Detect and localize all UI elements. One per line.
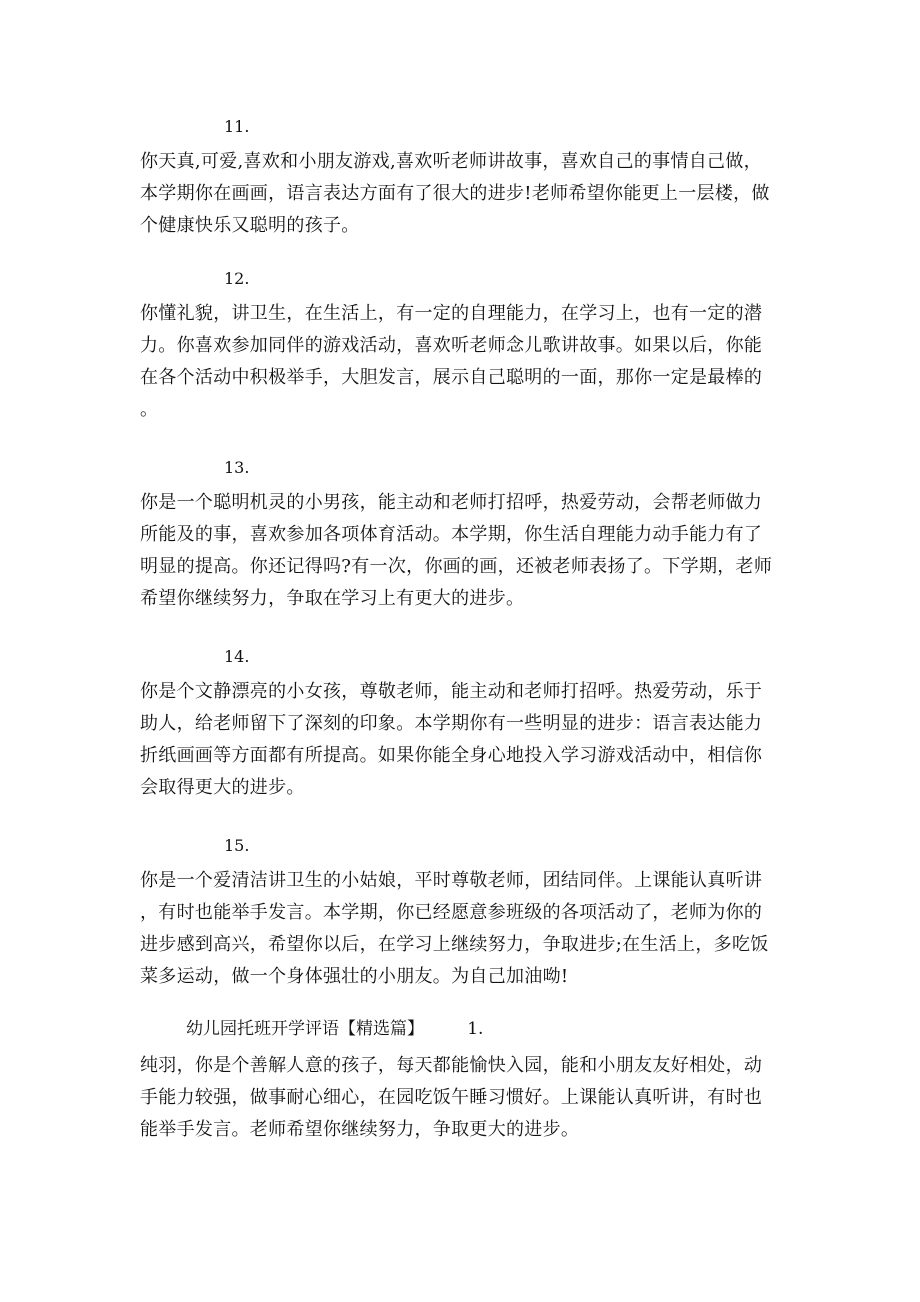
entry-text: 纯羽，你是个善解人意的孩子，每天都能愉快入园，能和小朋友友好相处，动 手能力较强，做事耐心细心，在园吃饭午睡习惯好。上课能认真听讲，有时也 能举手发言。老师希望你继续努力，争取更大的进步。: [140, 1055, 763, 1140]
entry-text: 你是一个聪明机灵的小男孩，能主动和老师打招呼，热爱劳动，会帮老师做力 所能及的事，喜欢参加各项体育活动。本学期，你生活自理能力动手能力有了 明显的提高。你还记得吗?有一次，你画的画，还被老师表扬了。下学期，老师 希望你继续努力，争取在学习上有更大的进步。: [140, 492, 773, 609]
section-heading: [140, 1018, 790, 1040]
entry-number: 14.: [224, 647, 250, 666]
entry-number: 15.: [224, 836, 250, 855]
comment-entry-15: [140, 835, 790, 993]
entry-text: 你懂礼貌，讲卫生，在生活上，有一定的自理能力，在学习上，也有一定的潜 力。你喜欢参加同伴的游戏活动，喜欢听老师念儿歌讲故事。如果以后，你能 在各个活动中积极举手，大胆发言，展示自己聪明的一面，那你一定是最棒的 。: [140, 303, 763, 420]
comment-entry-14: [140, 646, 790, 804]
entry-text: 你天真,可爱,喜欢和小朋友游戏,喜欢听老师讲故事，喜欢自己的事情自己做， 本学期你在画画，语言表达方面有了很大的进步!老师希望你能更上一层楼，做 个健康快乐又聪明的孩子。: [140, 151, 770, 236]
entry-text: 你是个文静漂亮的小女孩，尊敬老师，能主动和老师打招呼。热爱劳动，乐于 助人，给老师留下了深刻的印象。本学期你有一些明显的进步：语言表达能力 折纸画画等方面都有所提高。如果你能全身心地投入学习游戏活动中，相信你 会取得更大的进步。: [140, 681, 763, 798]
entry-text: 你是一个爱清洁讲卫生的小姑娘，平时尊敬老师，团结同伴。上课能认真听讲 ，有时也能举手发言。本学期，你已经愿意参班级的各项活动了，老师为你的 进步感到高兴，希望你以后，在学习上继续努力，争取进步;在生活上，多吃饭 菜多运动，做一个身体强壮的小朋友。为自己加油呦!: [140, 870, 769, 987]
entry-number: 13.: [224, 458, 250, 477]
entry-number: 11.: [224, 117, 250, 136]
section-title: 幼儿园托班开学评语【精选篇】: [186, 1019, 424, 1039]
comment-entry-12: [140, 268, 790, 426]
section-entry-number: 1.: [467, 1019, 484, 1039]
comment-entry-13: [140, 457, 790, 615]
comment-entry-11: [140, 116, 790, 242]
entry-number: 12.: [224, 269, 250, 288]
section-featured-comments: [140, 1018, 790, 1146]
